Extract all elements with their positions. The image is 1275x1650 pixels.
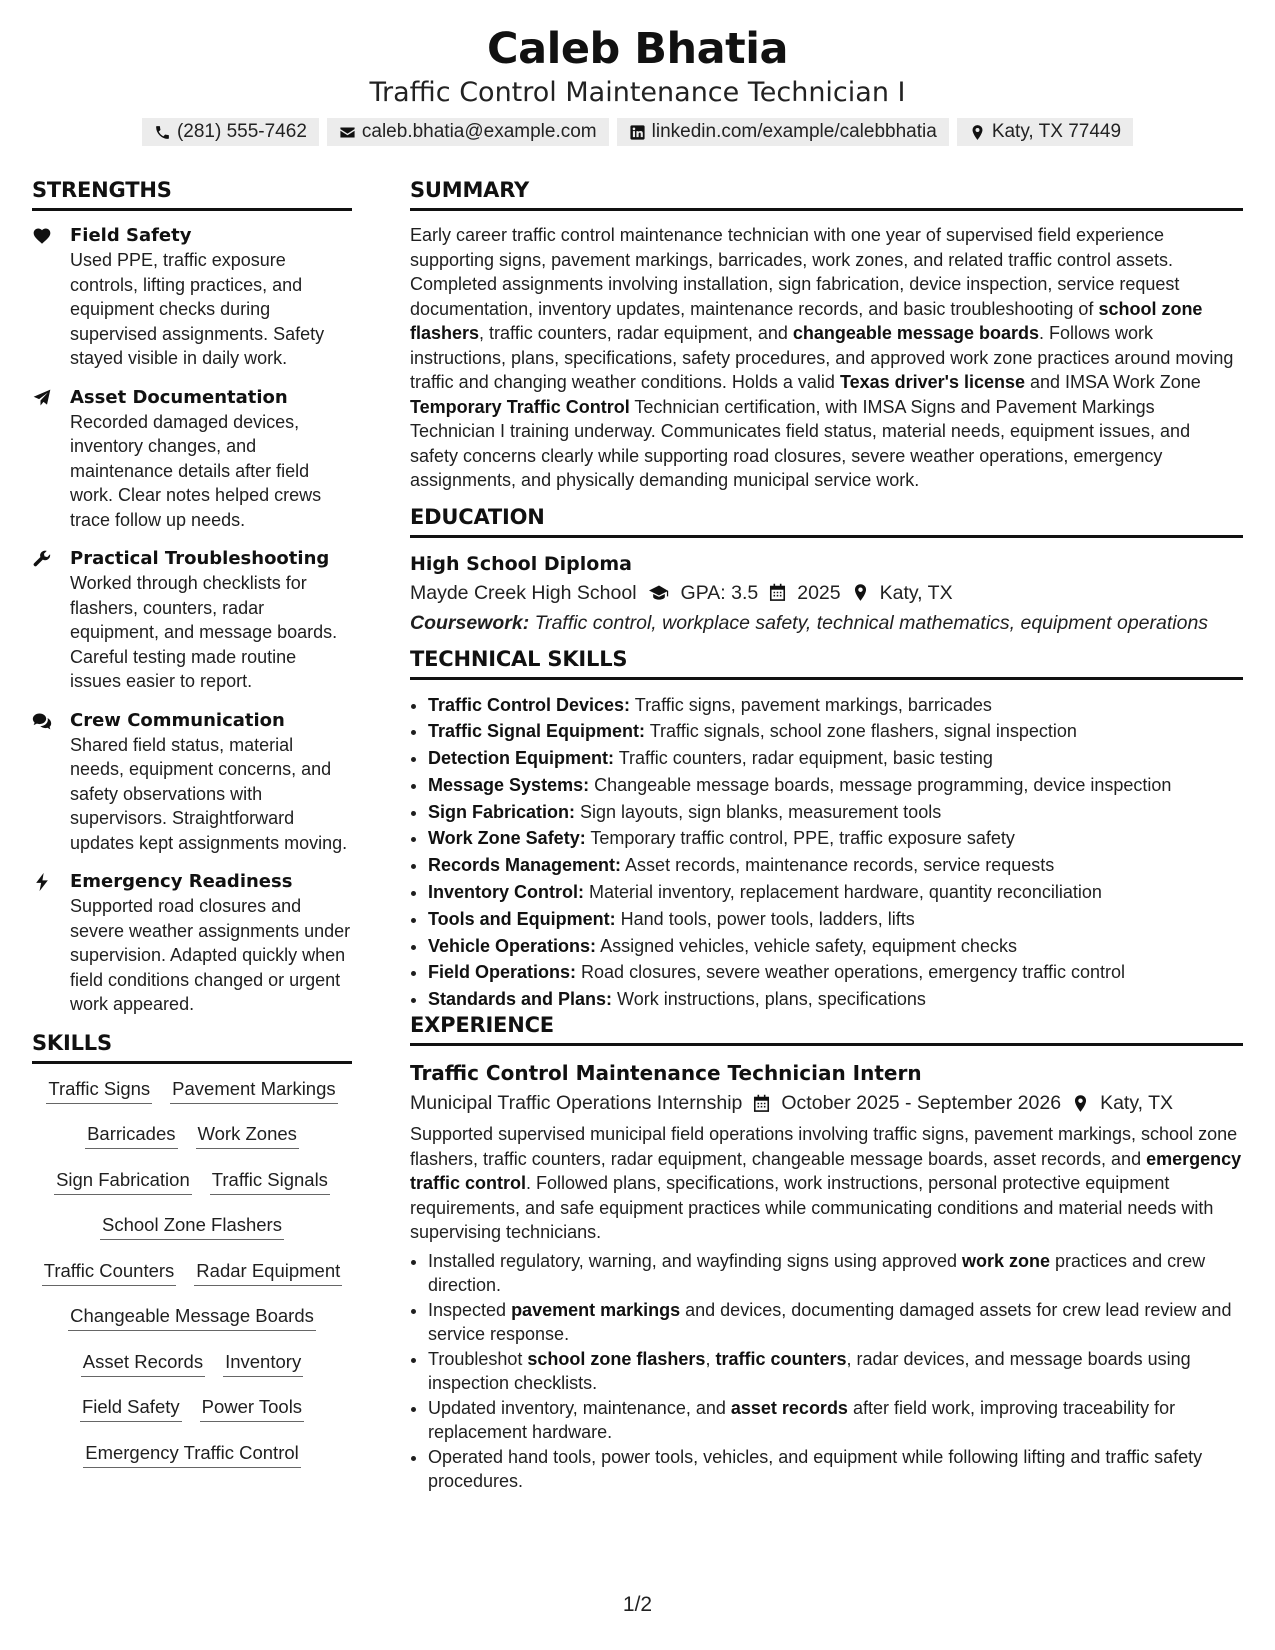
strength-title: Crew Communication	[70, 709, 285, 731]
skill-tag: Asset Records	[81, 1349, 205, 1377]
technical-skill-label: Vehicle Operations:	[428, 935, 597, 956]
text-segment: Updated inventory, maintenance, and	[428, 1397, 731, 1418]
contact-text: linkedin.com/example/calebbhatia	[651, 121, 937, 142]
linkedin-icon	[629, 124, 646, 141]
skill-row	[32, 1167, 352, 1213]
section-heading-technical-skills: TECHNICAL SKILLS	[410, 647, 1243, 680]
experience-bullet	[428, 1347, 1243, 1396]
skill-row	[32, 1076, 352, 1122]
technical-skill-label: Detection Equipment:	[428, 748, 615, 769]
technical-skill-item	[428, 825, 1243, 852]
paper-plane-icon	[32, 388, 52, 408]
technical-skill-label: Inventory Control:	[428, 882, 584, 903]
text-segment: Operated hand tools, power tools, vehicles, and equipment while following lifting and traffic safety procedures.	[428, 1446, 1203, 1492]
section-heading-strengths: STRENGTHS	[32, 178, 352, 211]
strength-description: Worked through checklists for flashers, counters, radar equipment, and message boards. Careful testing made routine issues easier to report.	[70, 573, 338, 691]
strength-item	[32, 223, 352, 371]
skill-tag: Traffic Signals	[210, 1167, 330, 1195]
skill-row	[32, 1440, 352, 1486]
contact-text: (281) 555-7462	[176, 121, 307, 142]
strength-description: Shared field status, material needs, equipment concerns, and safety observations with supervisors. Straightforward updates kept assignments moving.	[70, 734, 348, 853]
strength-title: Asset Documentation	[70, 386, 288, 408]
technical-skill-value: Road closures, severe weather operations, emergency traffic control	[576, 962, 1125, 983]
map-pin-icon	[1071, 1094, 1090, 1113]
map-pin-icon	[851, 583, 870, 602]
section-heading-skills: SKILLS	[32, 1031, 352, 1064]
map-pin-icon	[969, 124, 986, 141]
candidate-title: Traffic Control Maintenance Technician I	[369, 77, 906, 108]
candidate-name: Caleb Bhatia	[487, 24, 788, 74]
text-segment: , radar devices, and message boards using inspection checklists.	[428, 1348, 1191, 1394]
technical-skill-item	[428, 933, 1243, 960]
skill-row	[32, 1349, 352, 1395]
contact-bar	[0, 118, 1275, 146]
skill-tag: Traffic Counters	[42, 1258, 177, 1286]
experience-location: Katy, TX	[1100, 1092, 1174, 1115]
skill-tag: Changeable Message Boards	[68, 1303, 316, 1331]
technical-skill-label: Traffic Control Devices:	[428, 694, 631, 715]
section-heading-summary: SUMMARY	[410, 178, 1243, 211]
emphasis-text: school zone flashers	[527, 1348, 706, 1369]
wrench-icon	[32, 549, 52, 569]
technical-skill-item	[428, 959, 1243, 986]
technical-skill-label: Message Systems:	[428, 774, 590, 795]
contact-phone[interactable]	[142, 118, 319, 146]
text-segment: , traffic counters, radar equipment, and	[479, 323, 793, 343]
page-number: 1/2	[622, 1593, 653, 1616]
skill-tag: Work Zones	[196, 1121, 299, 1149]
skill-row	[32, 1212, 352, 1258]
skill-tag: Traffic Signs	[46, 1076, 152, 1104]
experience-bullet	[428, 1298, 1243, 1347]
experience-summary	[410, 1122, 1243, 1245]
text-segment: Technician certification, with IMSA Signs and Pavement Markings Technician I training underway. Communicates field status, material needs, equipment issues, and safety concerns clearly while supporting road closures, severe weather operations, emergency assignments, and physically demanding municipal service work.	[410, 396, 1191, 490]
emphasis-text: work zone	[962, 1250, 1051, 1271]
technical-skill-label: Traffic Signal Equipment:	[428, 721, 646, 742]
text-segment: Installed regulatory, warning, and wayfinding signs using approved	[428, 1250, 962, 1271]
comments-icon	[32, 711, 52, 731]
technical-skill-item	[428, 852, 1243, 879]
calendar-icon	[752, 1094, 771, 1113]
contact-linkedin[interactable]	[617, 118, 949, 146]
text-segment: . Followed plans, specifications, work instructions, personal protective equipment requirements, and safe equipment practices while communicating conditions and material needs with supervising technicians.	[410, 1173, 1214, 1243]
education-school: Mayde Creek High School	[410, 581, 637, 604]
skill-tag: Emergency Traffic Control	[83, 1440, 301, 1468]
skill-tag: Field Safety	[80, 1394, 182, 1422]
technical-skill-item	[428, 799, 1243, 826]
technical-skill-label: Work Zone Safety:	[428, 828, 586, 849]
education-entry	[410, 550, 1243, 635]
graduation-cap-icon	[647, 583, 671, 603]
technical-skill-value: Traffic signs, pavement markings, barricades	[630, 694, 992, 715]
envelope-icon	[339, 124, 356, 141]
skill-tag: School Zone Flashers	[100, 1212, 284, 1240]
technical-skill-value: Sign layouts, sign blanks, measurement tools	[575, 801, 942, 822]
education-year: 2025	[797, 581, 841, 604]
education-degree: High School Diploma	[410, 552, 632, 575]
section-heading-education: EDUCATION	[410, 505, 1243, 538]
emphasis-text: asset records	[730, 1397, 848, 1418]
strength-title: Emergency Readiness	[70, 871, 293, 892]
skill-row	[32, 1303, 352, 1349]
education-coursework	[410, 611, 1243, 635]
skill-tag: Power Tools	[200, 1394, 304, 1422]
skill-tag: Inventory	[223, 1349, 303, 1377]
skill-tag: Barricades	[85, 1121, 177, 1149]
strength-item	[32, 869, 352, 1017]
text-segment: ,	[705, 1348, 716, 1369]
experience-bullet	[428, 1445, 1243, 1494]
experience-entry	[410, 1058, 1243, 1494]
text-segment: Early career traffic control maintenance technician with one year of supervised field experience supporting signs, pavement markings, barricades, work zones, and related traffic control assets. Completed assignments involving installation, sign fabrication, device inspection, service request documentation, inventory updates, maintenance records, and basic troubleshooting of	[410, 225, 1180, 319]
technical-skill-item	[428, 906, 1243, 933]
skill-row	[32, 1394, 352, 1440]
contact-text: Katy, TX 77449	[991, 121, 1122, 142]
technical-skill-label: Field Operations:	[428, 962, 577, 983]
skill-tag: Radar Equipment	[194, 1258, 342, 1286]
experience-bullets	[410, 1249, 1243, 1494]
technical-skill-label: Records Management:	[428, 855, 622, 876]
left-column	[32, 178, 352, 1485]
coursework-label: Coursework:	[410, 611, 530, 634]
text-segment: and IMSA Work Zone	[1025, 372, 1201, 392]
resume-header	[0, 22, 1275, 146]
technical-skill-value: Changeable message boards, message programming, device inspection	[589, 774, 1172, 795]
heart-icon	[32, 226, 52, 246]
text-segment: Troubleshot	[428, 1348, 528, 1369]
experience-title: Traffic Control Maintenance Technician Intern	[410, 1061, 922, 1086]
emphasis-text: Texas driver's license	[839, 372, 1025, 392]
strength-item	[32, 546, 352, 694]
coursework-text: Traffic control, workplace safety, technical mathematics, equipment operations	[529, 611, 1209, 634]
technical-skills-list	[410, 692, 1243, 1014]
technical-skill-value: Hand tools, power tools, ladders, lifts	[615, 908, 915, 929]
contact-location	[957, 118, 1133, 146]
technical-skill-value: Traffic signals, school zone flashers, signal inspection	[645, 721, 1077, 742]
technical-skill-label: Tools and Equipment:	[428, 908, 616, 929]
education-gpa: GPA: 3.5	[680, 581, 759, 604]
strength-item	[32, 708, 352, 856]
skill-tag: Pavement Markings	[170, 1076, 337, 1104]
experience-org: Municipal Traffic Operations Internship	[410, 1092, 743, 1115]
experience-bullet	[428, 1249, 1243, 1298]
emphasis-text: changeable message boards	[792, 323, 1039, 343]
strength-description: Supported road closures and severe weather assignments under supervision. Adapted quickly when field conditions changed or urgent work appeared.	[70, 896, 351, 1014]
technical-skill-label: Sign Fabrication:	[428, 801, 576, 822]
technical-skill-item	[428, 692, 1243, 719]
emphasis-text: pavement markings	[511, 1299, 681, 1320]
technical-skill-value: Assigned vehicles, vehicle safety, equipment checks	[596, 935, 1017, 956]
skills-tags	[32, 1076, 352, 1486]
contact-email[interactable]	[327, 118, 609, 146]
emphasis-text: emergency traffic control	[410, 1148, 1242, 1194]
skill-row	[32, 1121, 352, 1167]
technical-skill-value: Asset records, maintenance records, service requests	[621, 855, 1055, 876]
technical-skill-item	[428, 718, 1243, 745]
text-segment: Inspected	[428, 1299, 512, 1320]
technical-skill-value: Material inventory, replacement hardware, quantity reconciliation	[584, 882, 1102, 903]
technical-skill-item	[428, 772, 1243, 799]
text-segment: and devices, documenting damaged assets for crew lead review and service response.	[428, 1299, 1232, 1345]
contact-text: caleb.bhatia@example.com	[361, 121, 597, 142]
technical-skill-item	[428, 745, 1243, 772]
emphasis-text: traffic counters	[715, 1348, 847, 1369]
summary-text	[410, 223, 1243, 493]
strength-item	[32, 385, 352, 533]
experience-dates: October 2025 - September 2026	[781, 1092, 1062, 1115]
section-heading-experience: EXPERIENCE	[410, 1013, 1243, 1046]
technical-skill-item	[428, 986, 1243, 1013]
bolt-icon	[32, 872, 52, 892]
strength-title: Practical Troubleshooting	[70, 548, 330, 569]
experience-bullet	[428, 1396, 1243, 1445]
text-segment: after field work, improving traceability for replacement hardware.	[428, 1397, 1176, 1443]
strength-title: Field Safety	[70, 225, 192, 246]
strength-description: Recorded damaged devices, inventory changes, and maintenance details after field work. Clear notes helped crews trace follow up needs.	[70, 411, 322, 530]
experience-meta	[410, 1088, 1243, 1118]
right-column	[410, 178, 1243, 1494]
skill-row	[32, 1258, 352, 1304]
calendar-icon	[768, 583, 787, 602]
skill-tag: Sign Fabrication	[54, 1167, 192, 1195]
technical-skill-item	[428, 879, 1243, 906]
emphasis-text: school zone flashers	[410, 298, 1203, 343]
technical-skill-label: Standards and Plans:	[428, 989, 613, 1010]
text-segment: practices and crew direction.	[428, 1250, 1206, 1296]
education-location: Katy, TX	[879, 581, 953, 604]
text-segment: Supported supervised municipal field operations involving traffic signs, pavement markings, school zone flashers, traffic counters, radar equipment, changeable message boards, asset records, and	[410, 1124, 1238, 1169]
education-meta	[410, 578, 1243, 608]
technical-skill-value: Traffic counters, radar equipment, basic testing	[614, 748, 993, 769]
emphasis-text: Temporary Traffic Control	[410, 396, 630, 417]
text-segment: . Follows work instructions, plans, specifications, safety procedures, and approved work zone practices around moving traffic and changing weather conditions. Holds a valid	[410, 323, 1234, 392]
phone-icon	[154, 124, 171, 141]
strength-description: Used PPE, traffic exposure controls, lifting practices, and equipment checks during supervised assignments. Safety stayed visible in daily work.	[70, 250, 325, 368]
technical-skill-value: Temporary traffic control, PPE, traffic exposure safety	[585, 828, 1015, 849]
technical-skill-value: Work instructions, plans, specifications	[612, 989, 926, 1010]
